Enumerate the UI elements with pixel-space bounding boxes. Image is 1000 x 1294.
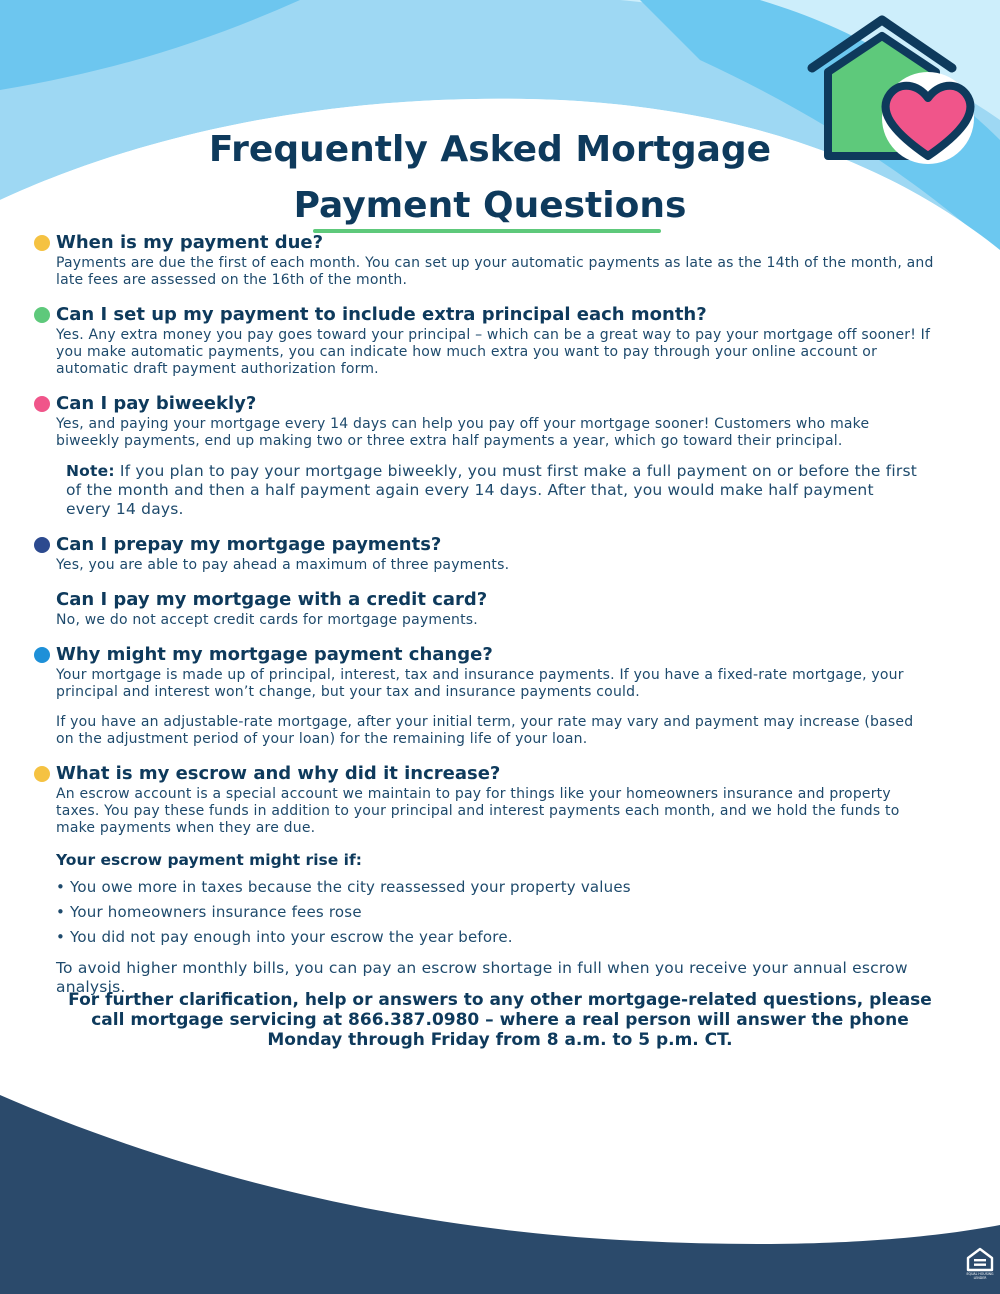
blue-dot-icon (34, 647, 50, 663)
yellow-dot-icon (34, 235, 50, 251)
svg-text:EQUAL HOUSING: EQUAL HOUSING (966, 1272, 994, 1276)
faq-answer: No, we do not accept credit cards for mortgage payments. (56, 612, 478, 628)
faq-item-payment-change (56, 643, 934, 748)
green-dot-icon (34, 307, 50, 323)
escrow-bullet: • You did not pay enough into your escrow the year before. (56, 928, 513, 946)
faq-answer: Yes, you are able to pay ahead a maximum of three payments. (56, 557, 510, 573)
note-text: If you plan to pay your mortgage biweekly, you must first make a full payment on or before the first of the month and then a half payment again every 14 days. After that, you would make half payment every 14 days. (66, 462, 918, 518)
escrow-bullet: • Your homeowners insurance fees rose (56, 903, 362, 921)
faq-item-biweekly (56, 392, 934, 450)
faq-question: Can I set up my payment to include extra principal each month? (56, 304, 707, 325)
faq-question: Can I pay biweekly? (56, 393, 257, 414)
escrow-sub-heading: Your escrow payment might rise if: (56, 851, 362, 869)
faq-answer-adjustable: If you have an adjustable-rate mortgage, after your initial term, your rate may vary and payment may increase (based on the adjustment period of your loan) for the remaining life of your loan. (56, 714, 914, 747)
faq-answer: Yes, and paying your mortgage every 14 days can help you pay off your mortgage sooner! Customers who make biweekly payments, end up making two or three extra half payments a year, which go toward their principal. (56, 416, 870, 449)
faq-item-extra-principal (56, 303, 934, 378)
svg-text:LENDER: LENDER (973, 1276, 987, 1280)
page-title (0, 122, 980, 234)
faq-item-credit-card (56, 588, 934, 629)
faq-question: Can I pay my mortgage with a credit card? (56, 589, 488, 610)
faq-answer: Yes. Any extra money you pay goes toward your principal – which can be a great way to pay your mortgage off sooner! If you make automatic payments, you can indicate how much extra you want to pay through your online account or automatic draft payment authorization form. (56, 327, 931, 377)
faq-question: When is my payment due? (56, 232, 324, 253)
note-label: Note: (66, 462, 115, 480)
faq-question: What is my escrow and why did it increase? (56, 763, 501, 784)
page-title-line-2: Payment Questions (293, 185, 687, 226)
faq-answer: Payments are due the first of each month. You can set up your automatic payments as late as the 14th of the month, and late fees are assessed on the 16th of the month. (56, 255, 934, 288)
faq-question: Why might my mortgage payment change? (56, 644, 493, 665)
biweekly-note (66, 462, 920, 519)
faq-question: Can I prepay my mortgage payments? (56, 534, 442, 555)
yellow-dot-icon (34, 766, 50, 782)
escrow-bullet: • You owe more in taxes because the city reassessed your property values (56, 878, 631, 896)
faq-item-prepay (56, 533, 934, 574)
faq-item-escrow (56, 762, 934, 997)
page-title-line-1: Frequently Asked Mortgage (208, 129, 772, 170)
faq-list (0, 231, 1000, 997)
escrow-avoid-text: To avoid higher monthly bills, you can pay an escrow shortage in full when you receive your annual escrow analysis. (56, 959, 908, 996)
faq-answer: An escrow account is a special account we maintain to pay for things like your homeowners insurance and property taxes. You pay these funds in addition to your principal and interest payments each month, and we hold the funds to make payments when they are due. (56, 786, 900, 836)
pink-dot-icon (34, 396, 50, 412)
faq-item-payment-due (56, 231, 934, 289)
indigo-dot-icon (34, 537, 50, 553)
equal-housing-lender-icon (965, 1246, 995, 1280)
contact-footer: For further clarification, help or answers to any other mortgage-related questions, please call mortgage servicing at 866.387.0980 – where a real person will answer the phone Monday through Friday from 8 a.m. to 5 p.m. CT. (68, 990, 932, 1050)
faq-answer: Your mortgage is made up of principal, interest, tax and insurance payments. If you have a fixed-rate mortgage, your principal and interest won’t change, but your tax and insurance payments could. (56, 667, 904, 700)
